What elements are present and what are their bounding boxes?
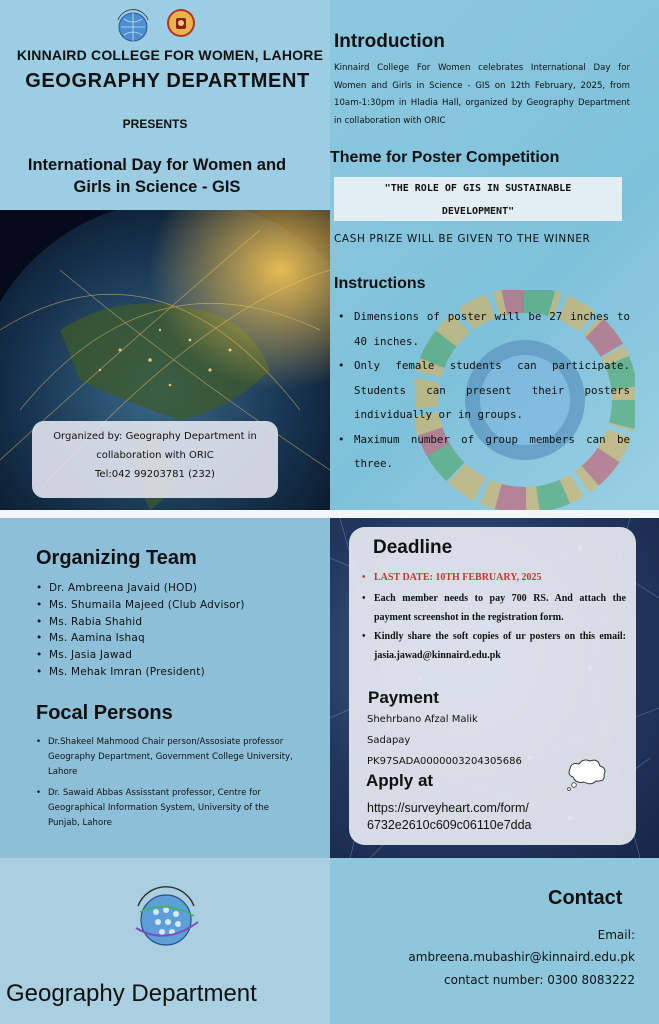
globe-icon (128, 876, 204, 952)
deadline-item: • Each member needs to pay 700 RS. And attach the payment screenshot in the registration form. (362, 589, 626, 627)
contact-email[interactable]: ambreena.mubashir@kinnaird.edu.pk (408, 950, 635, 964)
payment-method: Sadapay (367, 735, 411, 746)
cash-prize-text: CASH PRIZE WILL BE GIVEN TO THE WINNER (334, 233, 591, 245)
payment-heading: Payment (368, 688, 439, 707)
payment-account: PK97SADA0000003204305686 (367, 756, 522, 767)
department-title: GEOGRAPHY DEPARTMENT (25, 70, 310, 92)
focal-person: • Dr. Sawaid Abbas Assisstant professor, Centre for Geographical Information System, University of the Punjab, Lahore (36, 786, 302, 831)
college-crest-logo (167, 9, 195, 37)
introduction-text: Kinnaird College For Women celebrates International Day for Women and Girls in Science - GIS on 12th February, 2025, from 10am-1:30pm in Hladia Hall, organized by Geography Department in collaboration with ORIC (334, 63, 630, 126)
organized-phone: Tel:042 99203781 (232) (95, 469, 215, 480)
deadline-list (362, 568, 626, 665)
contact-phone: contact number: 0300 8083222 (444, 973, 635, 987)
event-title-line-2: Girls in Science - GIS (73, 178, 241, 196)
contact-heading: Contact (548, 887, 623, 909)
instruction-item: • Only female students can participate. Students can present their posters individually or in groups. (334, 354, 630, 428)
apply-heading: Apply at (366, 771, 434, 790)
organized-line-2: collaboration with ORIC (96, 450, 214, 461)
apply-link-line-2[interactable]: 6732e2610c609c06110e7dda (367, 818, 532, 832)
introduction-heading: Introduction (334, 31, 445, 52)
college-name: KINNAIRD COLLEGE FOR WOMEN, LAHORE (16, 47, 324, 63)
theme-line-2: DEVELOPMENT" (441, 206, 515, 217)
focal-person: • Dr.Shakeel Mahmood Chair person/Assosiate professor Geography Department, Government College University, Lahore (36, 735, 302, 780)
instructions-list (334, 305, 630, 477)
instructions-heading: Instructions (334, 275, 426, 292)
focal-persons-list (36, 735, 302, 837)
instruction-item: • Maximum number of group members can be three. (334, 428, 630, 477)
team-member: • Ms. Jasia Jawad (36, 647, 245, 664)
email-label: Email: (597, 928, 635, 942)
section-divider (0, 510, 659, 518)
geography-club-logo (113, 5, 153, 45)
team-member: • Ms. Aamina Ishaq (36, 630, 245, 647)
team-member: • Ms. Rabia Shahid (36, 614, 245, 631)
deadline-item: • Kindly share the soft copies of ur posters on this email: jasia.jawad@kinnaird.edu.pk (362, 627, 626, 665)
organizing-team-list (36, 580, 245, 681)
geography-club-logo-large (128, 876, 204, 952)
team-member: • Ms. Shumaila Majeed (Club Advisor) (36, 597, 245, 614)
team-member: • Dr. Ambreena Javaid (HOD) (36, 580, 245, 597)
organized-by-box (32, 421, 278, 498)
presents-label: PRESENTS (122, 117, 188, 131)
event-title-line-1: International Day for Women and (27, 156, 287, 174)
deadline-heading: Deadline (373, 537, 453, 558)
apply-link-line-1[interactable]: https://surveyheart.com/form/ (367, 801, 529, 815)
payment-name: Shehrbano Afzal Malik (367, 714, 478, 725)
theme-heading: Theme for Poster Competition (330, 149, 560, 166)
theme-line-1: "THE ROLE OF GIS IN SUSTAINABLE (384, 183, 572, 194)
thought-bubble-icon (565, 757, 609, 791)
organizing-team-heading: Organizing Team (36, 547, 197, 569)
footer-department: Geography Department (6, 980, 257, 1007)
event-title (0, 154, 314, 198)
crest-icon (167, 9, 195, 37)
last-date: • LAST DATE: 10TH FEBRUARY, 2025 (362, 568, 626, 587)
organized-line-1: Organized by: Geography Department in (53, 431, 257, 442)
team-member: • Ms. Mehak Imran (President) (36, 664, 245, 681)
instruction-item: • Dimensions of poster will be 27 inches to 40 inches. (334, 305, 630, 354)
theme-box (334, 177, 622, 221)
focal-persons-heading: Focal Persons (36, 702, 173, 724)
globe-icon (113, 5, 153, 45)
apply-link[interactable] (367, 800, 607, 834)
